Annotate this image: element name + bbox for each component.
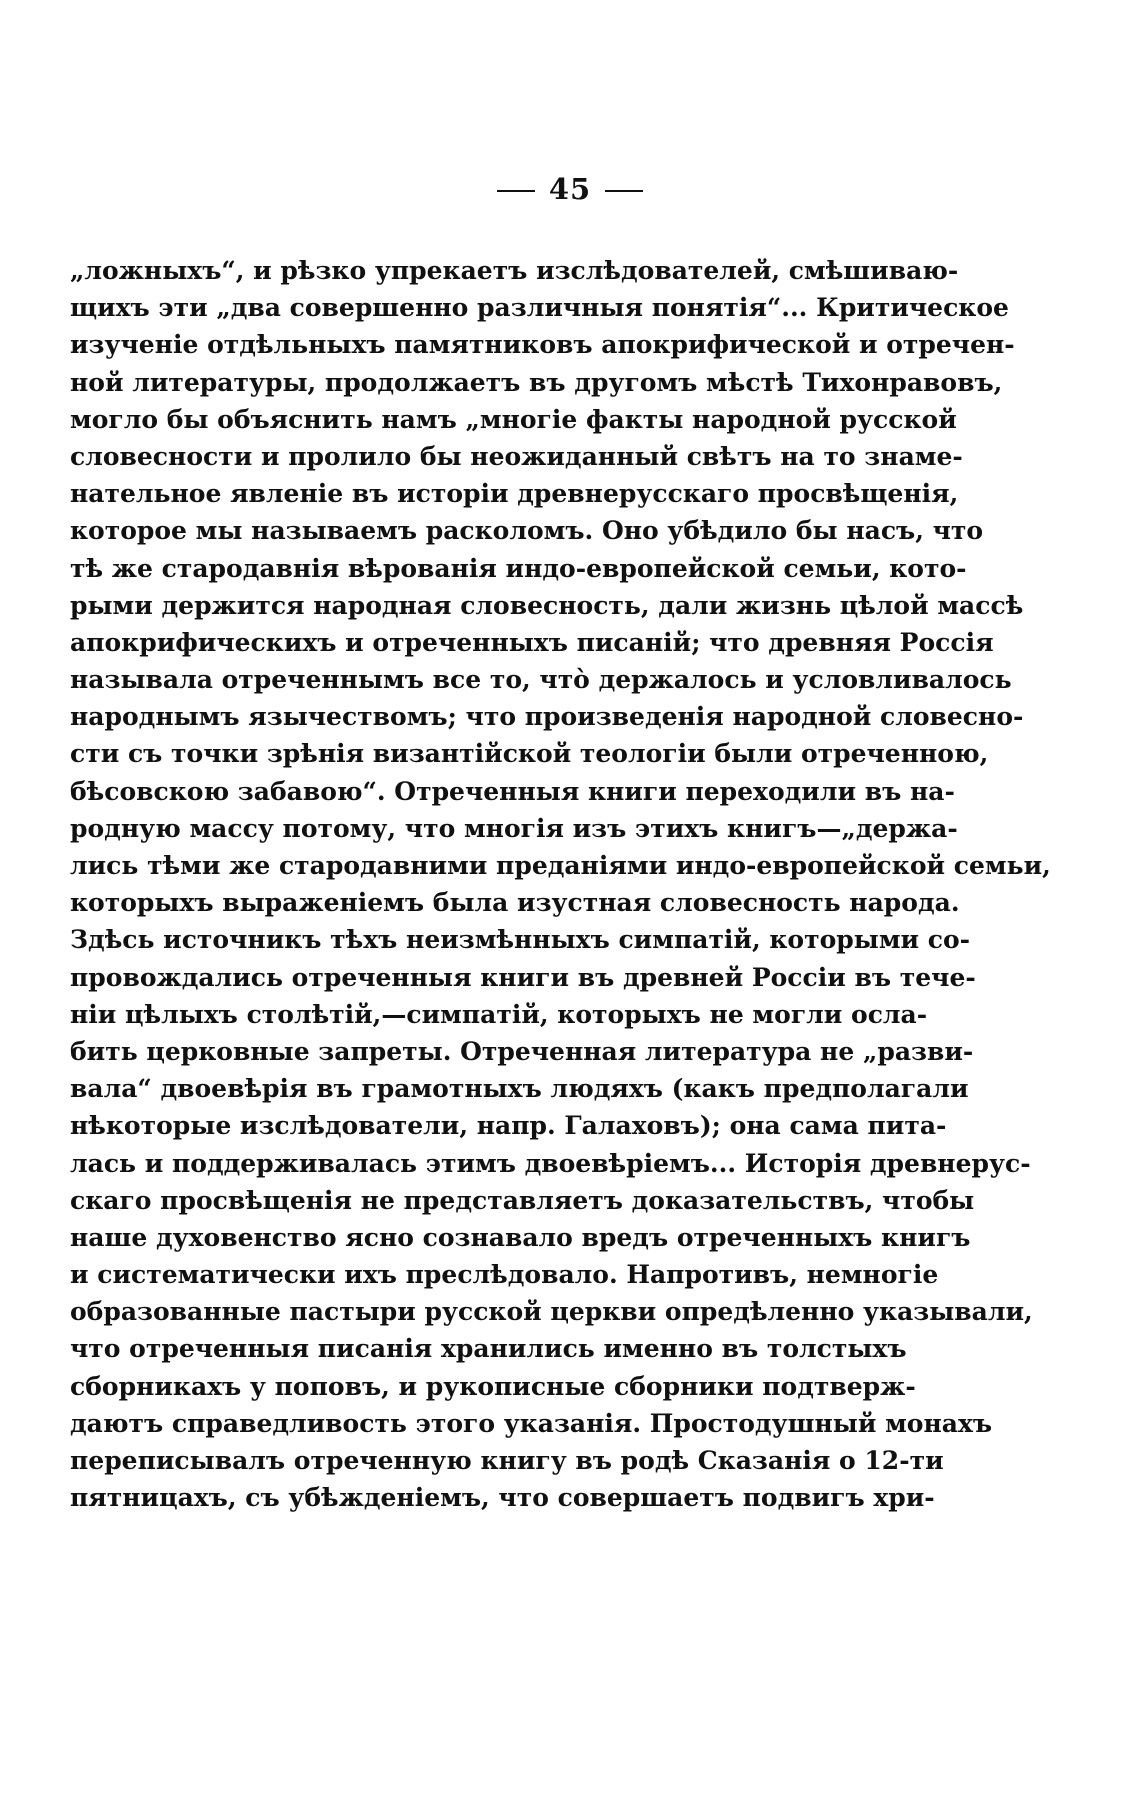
text-line: скаго просвѣщенія не представляетъ доказательствъ, чтобы <box>70 1185 975 1215</box>
text-line: что отреченныя писанія хранились именно въ толстыхъ <box>70 1334 907 1364</box>
text-line: изученіе отдѣльныхъ памятниковъ апокрифической и отречен- <box>70 330 1015 360</box>
text-line: нѣкоторые изслѣдователи, напр. Галаховъ); она сама пита- <box>70 1111 947 1141</box>
text-line: апокрифическихъ и отреченныхъ писаній; что древняя Россія <box>70 627 994 657</box>
text-line: провождались отреченныя книги въ древней Россіи въ тече- <box>70 962 976 992</box>
text-line: которыхъ выраженіемъ была изустная словесность народа. <box>70 888 960 918</box>
text-line: переписывалъ отреченную книгу въ родѣ Сказанія о 12-ти <box>70 1446 944 1475</box>
text-line: сти съ точки зрѣнія византійской теологіи были отреченною, <box>70 739 989 769</box>
text-line: бѣсовскою забавою“. Отреченныя книги переходили въ на- <box>70 776 955 806</box>
page-number-header <box>0 172 1140 206</box>
right-dash <box>605 190 643 192</box>
text-line: щихъ эти „два совершенно различныя понятія“... Критическое <box>70 293 1009 323</box>
text-line: Здѣсь источникъ тѣхъ неизмѣнныхъ симпатій, которыми со- <box>70 925 971 955</box>
text-line: народнымъ язычествомъ; что произведенія народной словесно- <box>70 702 1024 732</box>
text-line: даютъ справедливость этого указанія. Простодушный монахъ <box>70 1408 993 1438</box>
text-line: и систематически ихъ преслѣдовало. Напротивъ, немногіе <box>70 1260 939 1290</box>
text-line: тѣ же стародавнія вѣрованія индо-европейской семьи, кото- <box>70 553 967 583</box>
text-line: рыми держится народная словесность, дали жизнь цѣлой массѣ <box>70 590 1024 620</box>
text-line: лись тѣми же стародавними преданіями индо-европейской семьи, <box>70 851 1051 880</box>
left-dash <box>497 190 535 192</box>
body-text <box>70 252 1051 1516</box>
text-line: нательное явленіе въ исторіи древнерусскаго просвѣщенія, <box>70 479 959 509</box>
text-line: наше духовенство ясно сознавало вредъ отреченныхъ книгъ <box>70 1222 971 1252</box>
text-line: родную массу потому, что многія изъ этихъ книгъ—„держа- <box>70 813 958 843</box>
text-line: могло бы объяснить намъ „многіе факты народной русской <box>70 404 957 434</box>
text-line: пятницахъ, съ убѣжденіемъ, что совершаетъ подвигъ хри- <box>70 1483 935 1513</box>
text-line: „ложныхъ“, и рѣзко упрекаетъ изслѣдователей, смѣшиваю- <box>70 256 959 285</box>
text-line: словесности и пролило бы неожиданный свѣтъ на то знаме- <box>70 441 963 471</box>
text-line: называла отреченнымъ все то, что̀ держалось и условливалось <box>70 665 1012 695</box>
text-line: вала“ двоевѣрія въ грамотныхъ людяхъ (какъ предполагали <box>70 1074 969 1104</box>
text-line: которое мы называемъ расколомъ. Оно убѣдило бы насъ, что <box>70 516 984 546</box>
text-line: ной литературы, продолжаетъ въ другомъ мѣстѣ Тихонравовъ, <box>70 367 1003 397</box>
text-line: лась и поддерживалась этимъ двоевѣріемъ... Исторія древнерус- <box>70 1148 1031 1178</box>
text-line: образованные пастыри русской церкви опредѣленно указывали, <box>70 1297 1033 1327</box>
text-line: бить церковные запреты. Отреченная литература не „разви- <box>70 1036 974 1066</box>
page-number: 45 <box>548 172 592 206</box>
text-line: сборникахъ у поповъ, и рукописные сборники подтверж- <box>70 1371 916 1401</box>
text-line: ніи цѣлыхъ столѣтій,—симпатій, которыхъ не могли осла- <box>70 999 928 1029</box>
